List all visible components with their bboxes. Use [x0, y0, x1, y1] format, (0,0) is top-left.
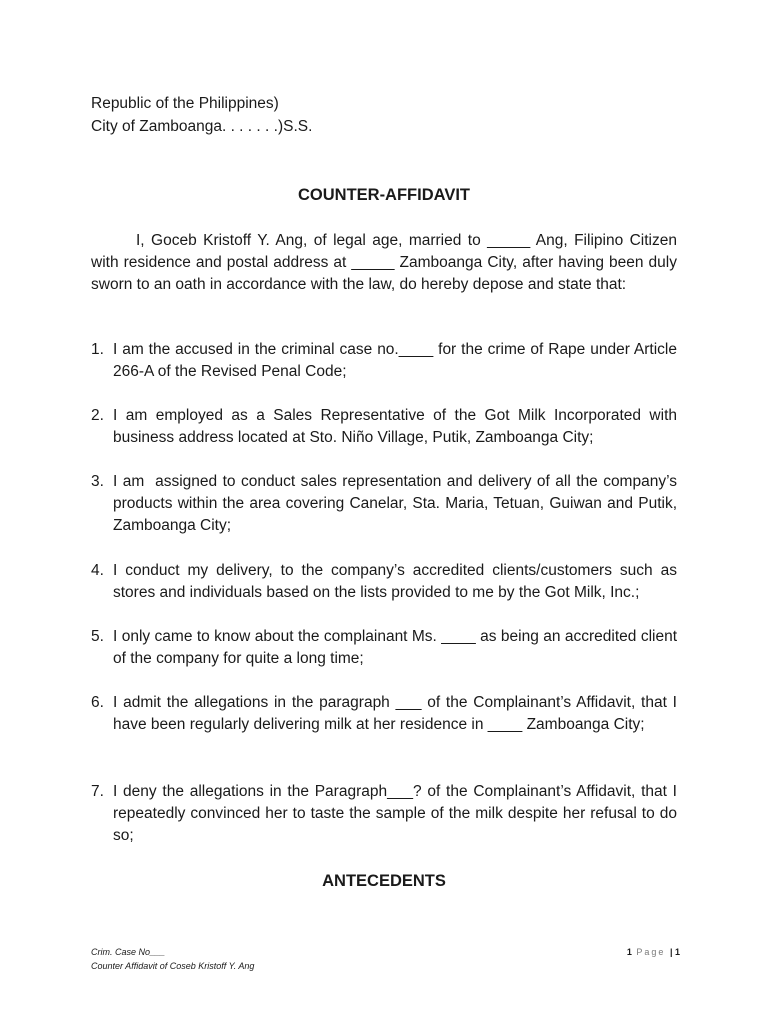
list-item-1	[91, 339, 677, 383]
list-item-text: I only came to know about the complainant Ms. ____ as being an accredited client of the company for quite a long time;	[113, 628, 677, 667]
page-number: 1	[626, 947, 632, 957]
document-title: COUNTER-AFFIDAVIT	[297, 186, 470, 204]
venue-country: Republic of the Philippines)	[91, 95, 279, 112]
page-word: Page	[636, 947, 666, 957]
list-item-text: I am employed as a Sales Representative of the Got Milk Incorporated with business address located at Sto. Niño Village, Putik, Zamboanga City;	[113, 407, 677, 446]
footer-page-info	[618, 946, 680, 958]
list-item-5	[91, 626, 677, 670]
list-item-2	[91, 405, 677, 449]
list-item-number: 1.	[91, 341, 104, 358]
list-item-3	[91, 471, 682, 537]
footer-caption: Counter Affidavit of Coseb Kristoff Y. Ang	[91, 961, 255, 971]
intro-paragraph: I, Goceb Kristoff Y. Ang, of legal age, married to _____ Ang, Filipino Citizen with residence and postal address at _____ Zamboanga City, after having been duly sworn to an oath in accordance with the law, do hereby depose and state that:	[91, 232, 677, 293]
footer-case-number: Crim. Case No___	[91, 947, 166, 957]
list-item-text: I conduct my delivery, to the company’s accredited clients/customers such as stores and individuals based on the lists provided to me by the Got Milk, Inc.;	[113, 562, 677, 601]
list-item-number: 2.	[91, 407, 104, 424]
section-heading: ANTECEDENTS	[322, 872, 446, 890]
list-item-text: I am the accused in the criminal case no.____ for the crime of Rape under Article 266-A of the Revised Penal Code;	[113, 341, 677, 380]
list-item-number: 5.	[91, 628, 104, 645]
list-item-text: I am assigned to conduct sales representation and delivery of all the company’s products within the area covering Canelar, Sta. Maria, Tetuan, Guiwan and Putik, Zamboanga City;	[113, 473, 682, 534]
list-item-number: 4.	[91, 562, 104, 579]
venue-city: City of Zamboanga. . . . . . .)S.S.	[91, 118, 313, 135]
list-item-6	[91, 692, 677, 736]
list-item-4	[91, 560, 677, 604]
list-item-number: 3.	[91, 473, 104, 490]
list-item-number: 6.	[91, 694, 104, 711]
list-item-text: I admit the allegations in the paragraph ___ of the Complainant’s Affidavit, that I have been regularly delivering milk at her residence in ____ Zamboanga City;	[113, 694, 677, 733]
page-total: | 1	[669, 947, 680, 957]
list-item-7	[91, 781, 677, 847]
list-item-text: I deny the allegations in the Paragraph___? of the Complainant’s Affidavit, that I repeatedly convinced her to taste the sample of the milk despite her refusal to do so;	[113, 783, 677, 844]
list-item-number: 7.	[91, 783, 104, 800]
